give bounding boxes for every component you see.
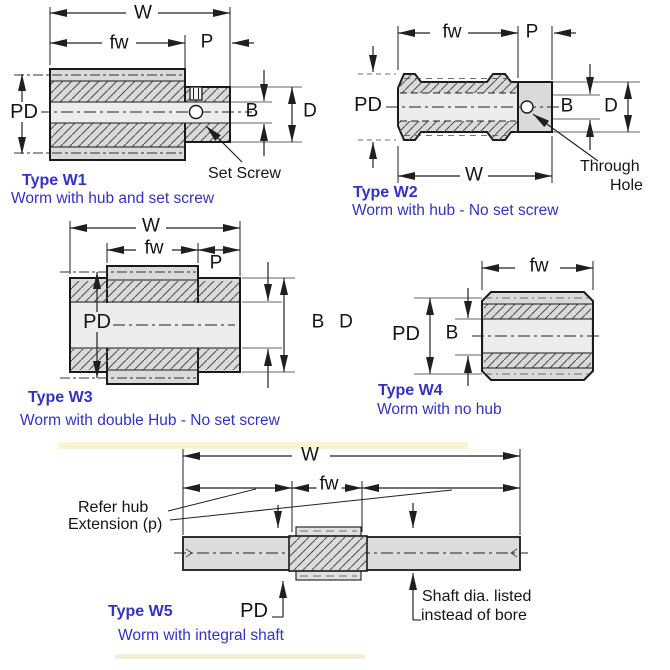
w5-dim-fw: fw [317, 475, 342, 494]
w2-dim-fw: fw [442, 21, 462, 43]
w3-subtitle: Worm with double Hub - No set screw [20, 412, 280, 429]
w3-title: Type W3 [28, 389, 93, 406]
w5-shaft-note-line1: Shaft dia. listed [422, 588, 532, 605]
w2-dim-b: B [560, 95, 574, 117]
set-screw [190, 87, 202, 100]
w1-set-screw-note: Set Screw [208, 165, 281, 182]
w1-dim-w: W [134, 2, 152, 24]
w3-dim-w: W [142, 215, 160, 237]
w4-dim-b: B [443, 324, 462, 343]
w3-dim-d: D [339, 311, 353, 333]
w5-dim-w: W [301, 444, 319, 466]
w1-dim-pd: PD [7, 102, 41, 122]
w1-dim-fw: fw [109, 32, 129, 54]
w3-dim-p: P [209, 252, 223, 274]
w2-dim-pd: PD [354, 94, 382, 116]
w5-refer-hub-line2: Extension (p) [68, 516, 163, 533]
w2-title: Type W2 [353, 184, 418, 201]
w4-dim-pd: PD [389, 324, 423, 344]
w3-drawing [60, 221, 295, 388]
w5-shaft-note-line2: instead of bore [421, 607, 527, 624]
w1-dim-b: B [245, 100, 259, 122]
w3-dim-pd: PD [83, 311, 111, 333]
w2-dim-d: D [604, 95, 618, 117]
through-hole [521, 101, 533, 113]
w3-dim-b: B [311, 311, 325, 333]
w4-subtitle: Worm with no hub [377, 401, 502, 418]
w5-dim-pd: PD [240, 600, 268, 622]
w5-subtitle: Worm with integral shaft [118, 627, 284, 644]
w2-through-hole-line2: Hole [610, 177, 643, 194]
w1-title: Type W1 [22, 172, 87, 189]
w2-dim-p: P [525, 21, 539, 43]
w1-dim-p: P [200, 31, 214, 53]
w1-drawing [14, 7, 302, 162]
w5-refer-hub-line1: Refer hub [78, 499, 149, 516]
w2-through-hole-line1: Through [580, 158, 640, 175]
w3-dim-fw: fw [144, 237, 164, 259]
w1-subtitle: Worm with hub and set screw [11, 190, 215, 207]
w4-dim-fw: fw [529, 255, 549, 277]
w5-title: Type W5 [108, 603, 173, 620]
set-screw-hole [190, 106, 203, 119]
w2-dim-w: W [465, 164, 483, 186]
w4-title: Type W4 [378, 382, 443, 399]
w1-dim-d: D [303, 100, 317, 122]
w2-subtitle: Worm with hub - No set screw [352, 202, 559, 219]
